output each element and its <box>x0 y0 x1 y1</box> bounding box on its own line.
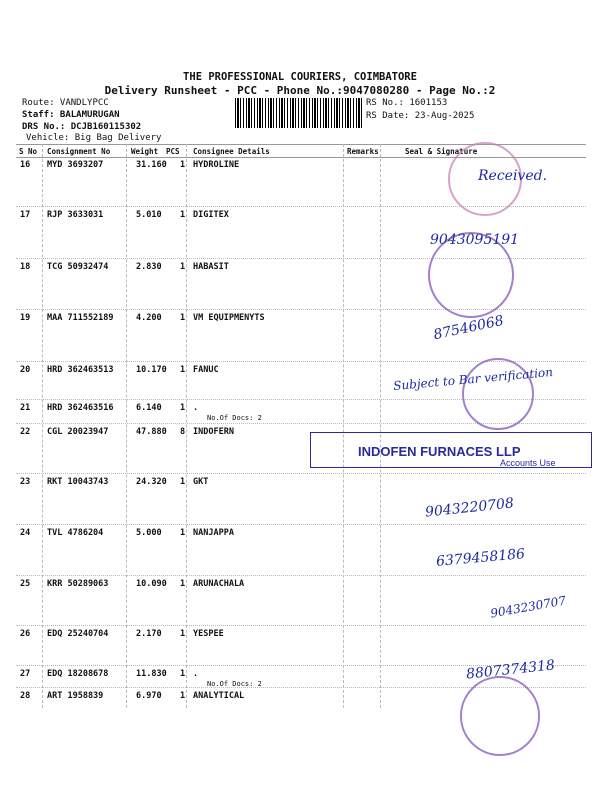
signature: 9043220708 <box>424 495 515 521</box>
col-divider <box>186 144 187 708</box>
cell-cons: KRR 50289063 <box>47 579 109 589</box>
cell-cons: EDQ 18208678 <box>47 669 109 679</box>
cell-sno: 26 <box>20 629 31 639</box>
signature: 9043095191 <box>430 232 520 248</box>
stamp-accounts: Accounts Use <box>500 458 556 468</box>
cell-cons: MYD 3693207 <box>47 160 104 170</box>
rs-number: RS No.: 1601153 <box>366 98 448 108</box>
cell-cons: RJP 3633031 <box>47 210 104 220</box>
vehicle: Vehicle: Big Bag Delivery <box>26 133 162 143</box>
staff: Staff: BALAMURUGAN <box>22 110 120 120</box>
cell-wt: 31.160 <box>136 160 167 170</box>
table-row <box>0 579 600 591</box>
docs-count: No.Of Docs: 2 <box>207 680 262 688</box>
cell-pcs: 1 <box>180 691 186 701</box>
rs-date: RS Date: 23-Aug-2025 <box>366 111 475 121</box>
cell-sno: 16 <box>20 160 31 170</box>
cell-wt: 4.200 <box>136 313 162 323</box>
docs-count: No.Of Docs: 2 <box>207 414 262 422</box>
cell-cons: CGL 20023947 <box>47 427 109 437</box>
cell-sno: 17 <box>20 210 31 220</box>
cell-cons: HRD 362463516 <box>47 403 114 413</box>
cell-sno: 27 <box>20 669 31 679</box>
table-row <box>0 629 600 641</box>
cell-wt: 6.140 <box>136 403 162 413</box>
cell-cons: MAA 711552189 <box>47 313 114 323</box>
row-divider <box>16 473 586 474</box>
cell-sno: 19 <box>20 313 31 323</box>
cell-sno: 25 <box>20 579 31 589</box>
cell-sno: 20 <box>20 365 31 375</box>
col-pcs: PCS <box>166 147 180 156</box>
cell-pcs: 1 <box>180 629 186 639</box>
signature: Subject to Bar verification <box>392 365 554 393</box>
runsheet-title: THE PROFESSIONAL COURIERS, COIMBATORE <box>183 71 417 83</box>
cell-cons: HRD 362463513 <box>47 365 114 375</box>
cell-consignee: HABASIT <box>193 262 229 272</box>
seal-stamp <box>460 676 540 756</box>
table-row <box>0 313 600 325</box>
cell-consignee: ARUNACHALA <box>193 579 245 589</box>
cell-pcs: 1 <box>180 210 186 220</box>
cell-wt: 24.320 <box>136 477 167 487</box>
cell-wt: 6.970 <box>136 691 162 701</box>
col-divider <box>42 144 43 708</box>
cell-consignee: HYDROLINE <box>193 160 240 170</box>
cell-pcs: 1 <box>180 403 186 413</box>
col-sno: S No <box>19 147 38 156</box>
cell-consignee: YESPEE <box>193 629 224 639</box>
cell-pcs: 1 <box>180 477 186 487</box>
col-divider <box>380 144 381 708</box>
col-remarks: Remarks <box>347 147 379 156</box>
cell-pcs: 1 <box>180 262 186 272</box>
table-row <box>0 477 600 489</box>
signature: 8807374318 <box>465 657 556 683</box>
cell-consignee: . <box>193 669 199 679</box>
cell-consignee: INDOFERN <box>193 427 234 437</box>
cell-pcs: 1 <box>180 365 186 375</box>
col-divider <box>126 144 127 708</box>
table-row <box>0 210 600 222</box>
table-row <box>0 528 600 540</box>
cell-wt: 2.170 <box>136 629 162 639</box>
cell-sno: 28 <box>20 691 31 701</box>
cell-wt: 5.010 <box>136 210 162 220</box>
cell-wt: 2.830 <box>136 262 162 272</box>
cell-wt: 47.880 <box>136 427 167 437</box>
runsheet-subtitle: Delivery Runsheet - PCC - Phone No.:9047080280 - Page No.:2 <box>104 84 496 97</box>
cell-pcs: 1 <box>180 160 186 170</box>
signature: 9043230707 <box>489 593 567 621</box>
cell-pcs: 1 <box>180 669 186 679</box>
col-consignment: Consignment No <box>47 147 111 156</box>
signature: 6379458186 <box>435 546 526 570</box>
cell-consignee: . <box>193 403 199 413</box>
cell-pcs: 1 <box>180 579 186 589</box>
cell-cons: TVL 4786204 <box>47 528 104 538</box>
cell-consignee: ANALYTICAL <box>193 691 245 701</box>
cell-cons: EDQ 25240704 <box>47 629 109 639</box>
cell-wt: 11.830 <box>136 669 167 679</box>
cell-cons: RKT 10043743 <box>47 477 109 487</box>
row-divider <box>16 625 586 626</box>
cell-sno: 22 <box>20 427 31 437</box>
col-seal: Seal & Signature <box>405 147 478 156</box>
cell-cons: ART 1958839 <box>47 691 104 701</box>
row-divider <box>16 524 586 525</box>
drs-number: DRS No.: DCJB160115302 <box>22 122 142 132</box>
col-divider <box>343 144 344 708</box>
col-weight: Weight <box>131 147 159 156</box>
cell-sno: 18 <box>20 262 31 272</box>
cell-consignee: GKT <box>193 477 209 487</box>
cell-consignee: FANUC <box>193 365 219 375</box>
barcode <box>235 98 363 128</box>
cell-wt: 5.000 <box>136 528 162 538</box>
cell-consignee: DIGITEX <box>193 210 229 220</box>
company-stamp: INDOFEN FURNACES LLP <box>358 444 521 459</box>
cell-pcs: 1 <box>180 528 186 538</box>
cell-consignee: NANJAPPA <box>193 528 234 538</box>
cell-cons: TCG 50932474 <box>47 262 109 272</box>
route: Route: VANDLYPCC <box>22 98 109 108</box>
col-consignee: Consignee Details <box>193 147 270 156</box>
cell-sno: 23 <box>20 477 31 487</box>
cell-pcs: 1 <box>180 313 186 323</box>
cell-pcs: 8 <box>180 427 186 437</box>
signature: 87546068 <box>432 312 506 344</box>
cell-consignee: VM EQUIPMENYTS <box>193 313 265 323</box>
cell-sno: 24 <box>20 528 31 538</box>
row-divider <box>16 575 586 576</box>
row-divider <box>16 309 586 310</box>
cell-sno: 21 <box>20 403 31 413</box>
cell-wt: 10.170 <box>136 365 167 375</box>
signature: Received. <box>478 168 548 184</box>
cell-wt: 10.090 <box>136 579 167 589</box>
